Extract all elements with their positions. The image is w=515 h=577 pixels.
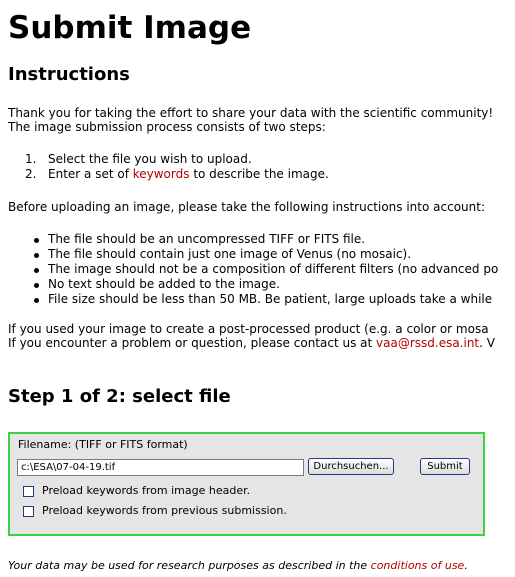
step-item xyxy=(8,167,329,182)
rules-list xyxy=(8,232,498,307)
rule-text: No text should be added to the image. xyxy=(48,277,280,291)
rule-text: File size should be less than 50 MB. Be patient, large uploads take a while xyxy=(48,292,493,306)
instructions-heading: Instructions xyxy=(8,64,130,85)
rule-text: The file should be an uncompressed TIFF or FITS file. xyxy=(48,232,366,246)
preload-header-checkbox[interactable] xyxy=(23,486,34,497)
step-number: 1. xyxy=(25,152,37,166)
step-text-after: to describe the image. xyxy=(189,167,329,181)
filename-label: Filename: (TIFF or FITS format) xyxy=(18,438,188,451)
bullet-icon xyxy=(34,238,39,243)
step-text: Select the file you wish to upload. xyxy=(48,152,252,166)
filename-input[interactable]: c:\ESA\07-04-19.tif xyxy=(17,459,304,476)
rule-text: The file should contain just one image of Venus (no mosaic). xyxy=(48,247,412,261)
rule-item xyxy=(8,232,498,247)
rule-item xyxy=(8,262,498,277)
step-number: 2. xyxy=(25,167,37,181)
intro-line-2: The image submission process consists of two steps: xyxy=(8,120,326,134)
before-uploading-text: Before uploading an image, please take the following instructions into account: xyxy=(8,200,485,214)
bullet-icon xyxy=(34,283,39,288)
step-text: Enter a set of xyxy=(48,167,133,181)
rule-item xyxy=(8,277,498,292)
rule-text: The image should not be a composition of different filters (no advanced po xyxy=(48,262,499,276)
contact-text xyxy=(8,336,495,351)
browse-button[interactable]: Durchsuchen... xyxy=(308,458,394,475)
contact-email-link[interactable]: vaa@rssd.esa.int xyxy=(376,336,480,350)
footer-text-after: . xyxy=(464,559,468,572)
rule-item xyxy=(8,247,498,262)
rule-item xyxy=(8,292,498,307)
bullet-icon xyxy=(34,253,39,258)
contact-text-before: If you encounter a problem or question, please contact us at xyxy=(8,336,377,350)
step-item xyxy=(8,152,329,167)
step1-heading: Step 1 of 2: select file xyxy=(8,386,231,407)
preload-previous-checkbox[interactable] xyxy=(23,506,34,517)
footer-text-before: Your data may be used for research purposes as described in the xyxy=(8,559,371,572)
contact-text-after: . V xyxy=(479,336,495,350)
conditions-of-use-link[interactable]: conditions of use xyxy=(370,559,465,572)
keywords-link[interactable]: keywords xyxy=(132,167,190,181)
preload-previous-label[interactable]: Preload keywords from previous submission. xyxy=(42,504,287,517)
preload-header-label[interactable]: Preload keywords from image header. xyxy=(42,484,251,497)
post-processed-text: If you used your image to create a post-processed product (e.g. a color or mosa xyxy=(8,322,489,336)
footer-text xyxy=(8,559,468,573)
page-title: Submit Image xyxy=(8,10,252,46)
steps-list xyxy=(8,152,329,182)
intro-line-1: Thank you for taking the effort to share your data with the scientific community! xyxy=(8,106,494,120)
bullet-icon xyxy=(34,268,39,273)
submit-button[interactable]: Submit xyxy=(420,458,470,475)
upload-form xyxy=(8,432,485,536)
bullet-icon xyxy=(34,298,39,303)
